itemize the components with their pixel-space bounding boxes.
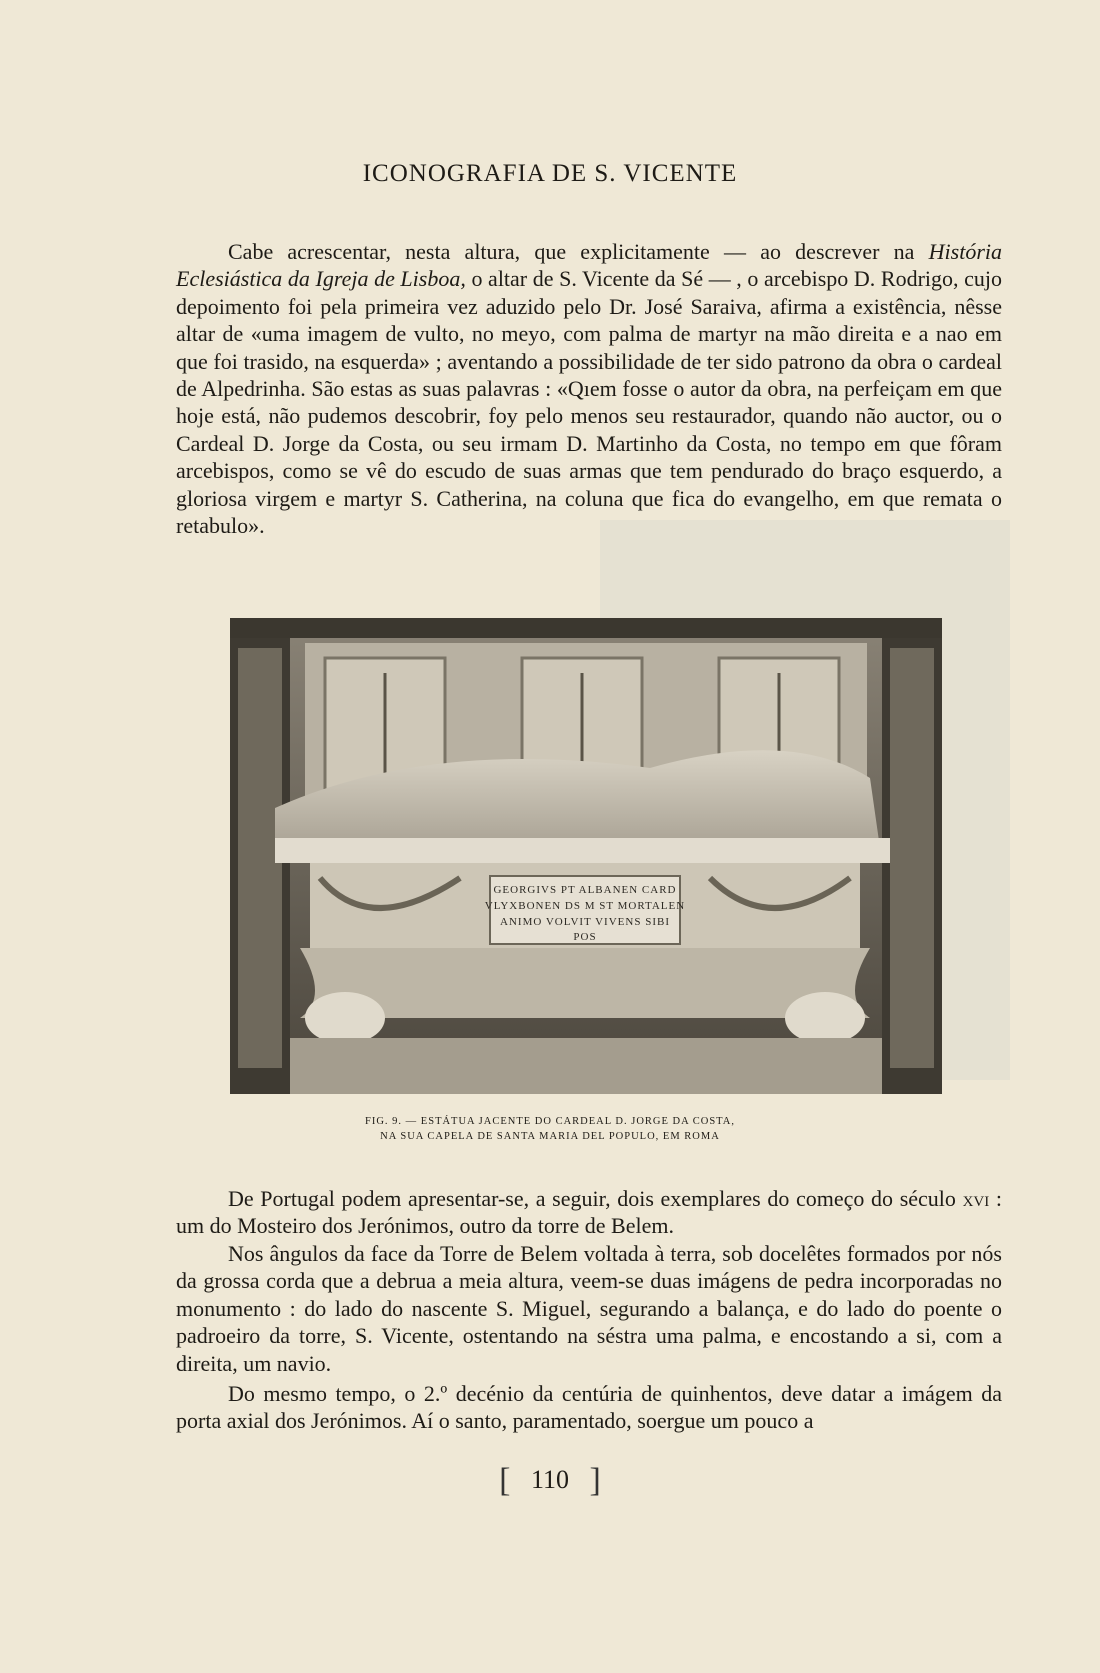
figure-photograph: [230, 618, 942, 1094]
paragraph-2-century: xvi: [962, 1186, 990, 1211]
caption-line-2: NA SUA CAPELA DE SANTA MARIA DEL POPULO, EM ROMA: [380, 1131, 720, 1142]
paragraph-1: [176, 238, 1002, 539]
paragraph-2-text-b: : um do Mosteiro dos Jerónimos, outro da torre de Belem.: [176, 1186, 1002, 1239]
figure-caption: [0, 1114, 1100, 1144]
paragraph-4: Do mesmo tempo, o 2.º decénio da centúria de quinhentos, deve datar a imágem da porta axial dos Jerónimos. Aí o santo, paramentado, soergue um pouco a: [176, 1381, 1002, 1434]
inscription-line-4: POS: [573, 931, 597, 943]
caption-line-1: FIG. 9. — ESTÁTUA JACENTE DO CARDEAL D. JORGE DA COSTA,: [365, 1116, 735, 1127]
paragraph-1-text-b: o altar de S. Vicente da Sé — , o arcebispo D. Rodrigo, cujo depoimento foi pela primeira vez aduzido pelo Dr. José Saraiva, afirma a existência, nêsse altar de «uma imagem de vulto, no meyo, com palma de martyr na mão direita e a nao em que foi trasido, na esquerda» ; aventando a possibilidade de ter sido patrono da obra o cardeal de Alpedrinha. São estas as suas palavras : «Qıem fosse o autor da obra, na perfeiçam em que hoje está, não pudemos descobrir, foy pelo menos seu restaurador, quando não auctor, ou o Cardeal D. Jorge da Costa, ou seu irmam D. Martinho da Costa, no tempo em que fôram arcebispos, como se vê do escudo de suas armas que tem pendurado do braço esquerdo, a gloriosa virgem e martyr S. Catherina, na coluna que fica do evangelho, em que remata o retabulo».: [176, 266, 1002, 539]
inscription-line-2: VLYXBONEN DS M ST MORTALEN: [484, 900, 686, 912]
paragraph-1-italic-title: História Eclesiástica da Igreja de Lisboa,: [176, 239, 1002, 292]
paragraph-2-text-a: De Portugal podem apresentar-se, a seguir, dois exemplares do começo do século: [228, 1186, 963, 1211]
paragraph-2: [176, 1185, 1002, 1240]
paragraph-3: Nos ângulos da face da Torre de Belem voltada à terra, sob docelêtes formados por nós da grossa corda que a debrua a meia altura, veem-se duas imágens de pedra incorporadas no monumento : do lado do nascente S. Miguel, segurando a balança, e do lado do poente o padroeiro da torre, S. Vicente, ostentando na séstra uma palma, e encostando a si, com a direita, um navio.: [176, 1241, 1002, 1376]
right-bracket: ]: [589, 1462, 601, 1499]
inscription-line-1: GEORGIVS PT ALBANEN CARD: [493, 884, 677, 896]
left-bracket: [: [499, 1462, 511, 1499]
tomb-illustration: [230, 618, 942, 1094]
inscription-line-3: ANIMO VOLVIT VIVENS SIBI: [500, 916, 670, 928]
running-head: ICONOGRAFIA DE S. VICENTE: [362, 160, 738, 187]
paragraph-1-text-a: Cabe acrescentar, nesta altura, que explicitamente — ao descrever na: [228, 239, 929, 264]
page-number-value: 110: [530, 1465, 570, 1494]
page-number: [0, 1462, 1100, 1500]
